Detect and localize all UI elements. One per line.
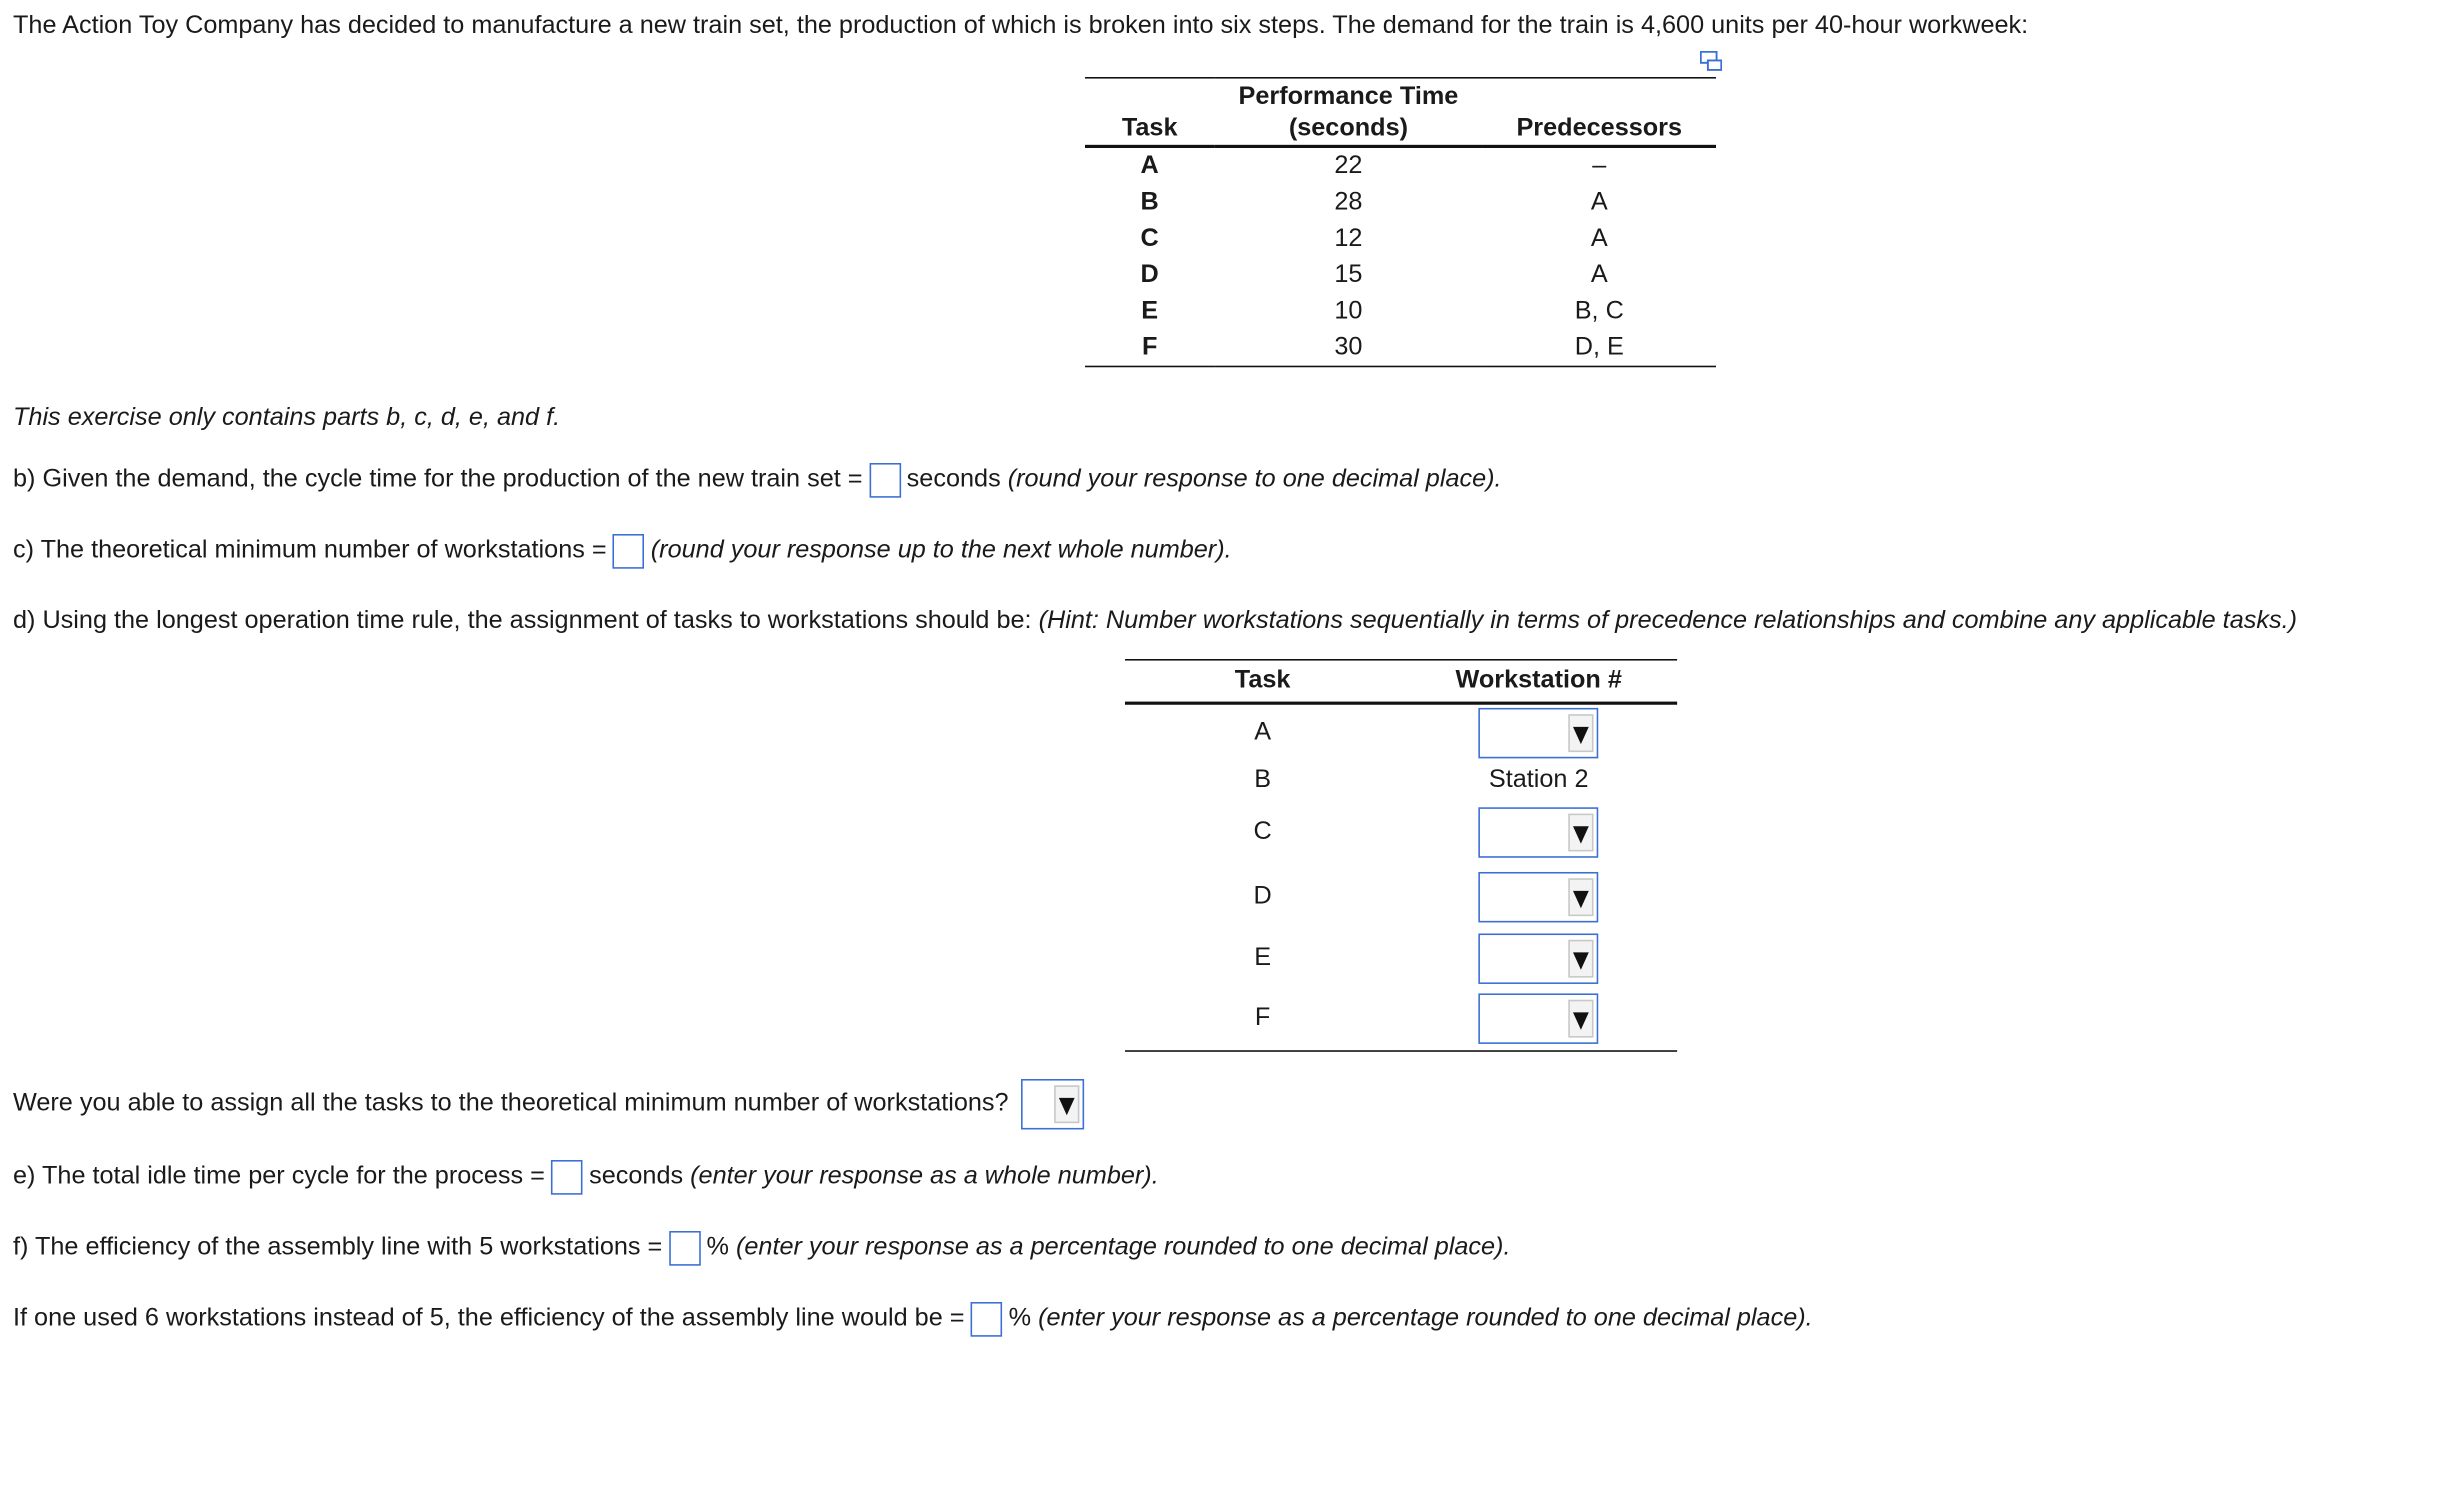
table-row: C 12 A	[1140, 225, 1608, 253]
part-f2: If one used 6 workstations instead of 5, the efficiency of the assembly line would be = % (enter your response as a percentage rounded to one decimal place).	[13, 1302, 1813, 1337]
assign-question: Were you able to assign all the tasks to the theoretical minimum number of workstations?	[13, 1079, 1084, 1129]
workstation-select-c[interactable]	[1479, 807, 1599, 857]
workstation-select-f[interactable]	[1479, 994, 1599, 1044]
efficiency-5-input[interactable]	[669, 1231, 701, 1266]
part-f: f) The efficiency of the assembly line with 5 workstations = % (enter your response as a percentage rounded to one decimal place).	[13, 1231, 1510, 1266]
table-row: E	[1125, 927, 1677, 989]
table-row: F 30 D, E	[1141, 334, 1624, 361]
table-row: A	[1125, 703, 1677, 761]
assign-yes-no-select[interactable]	[1021, 1079, 1084, 1129]
exercise-note: This exercise only contains parts b, c, d, e, and f.	[13, 404, 561, 432]
workstation-select-d[interactable]	[1479, 871, 1599, 921]
task-data-table	[1085, 77, 1716, 367]
copy-icon[interactable]	[1700, 51, 1722, 79]
workstation-select-e[interactable]	[1479, 933, 1599, 983]
header-predecessors: Predecessors	[1516, 114, 1683, 142]
table-row: D	[1125, 866, 1677, 928]
table-row: F	[1125, 989, 1677, 1051]
part-b: b) Given the demand, the cycle time for the production of the new train set = seconds (round your response to one decimal place).	[13, 463, 1502, 498]
cycle-time-input[interactable]	[869, 463, 901, 498]
min-workstations-input[interactable]	[613, 534, 645, 569]
table-row: C	[1125, 799, 1677, 865]
header-performance-time: Performance Time (seconds)	[1238, 83, 1459, 142]
table-row: B Station 2	[1125, 762, 1677, 800]
header-task: Task	[1234, 666, 1291, 694]
part-e: e) The total idle time per cycle for the process = seconds (enter your response as a whole number).	[13, 1160, 1159, 1195]
header-task: Task	[1121, 114, 1178, 142]
workstation-select-a[interactable]	[1479, 708, 1599, 758]
efficiency-6-input[interactable]	[971, 1302, 1003, 1337]
part-d: d) Using the longest operation time rule, the assignment of tasks to workstations should be: (Hint: Number workstations sequentially in terms of precedence relationships and combine any applicable tasks.)	[13, 607, 2298, 635]
part-c: c) The theoretical minimum number of workstations = (round your response up to the next whole number).	[13, 534, 1232, 569]
table-row: D 15 A	[1140, 261, 1608, 289]
intro-text: The Action Toy Company has decided to manufacture a new train set, the production of which is broken into six steps. The demand for the train is 4,600 units per 40-hour workweek:	[13, 12, 2029, 40]
table-row: E 10 B, C	[1141, 297, 1624, 325]
header-workstation: Workstation #	[1455, 666, 1622, 694]
idle-time-input[interactable]	[551, 1160, 583, 1195]
table-row: B 28 A	[1140, 189, 1608, 216]
assignment-table	[1125, 659, 1677, 1051]
workstation-value-b: Station 2	[1488, 766, 1589, 794]
table-row: A 22 –	[1140, 152, 1607, 180]
